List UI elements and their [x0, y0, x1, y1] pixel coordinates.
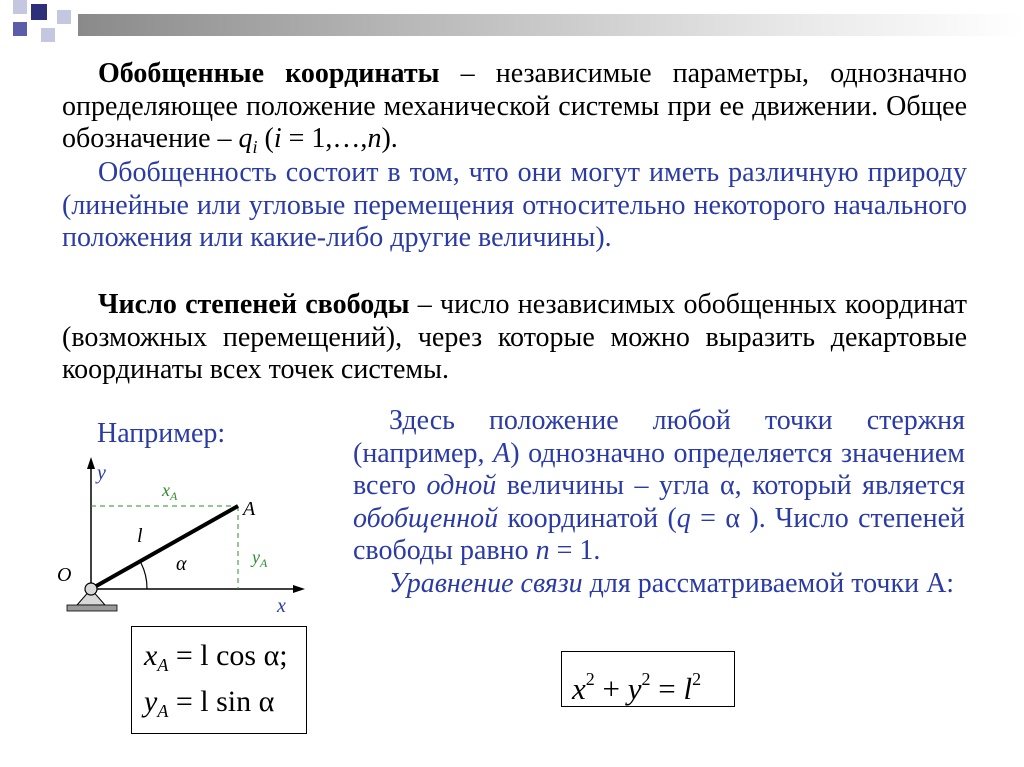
label-ya: $y_A$ — [252, 547, 268, 570]
label-alpha: α — [176, 553, 187, 575]
header-square-decoration — [57, 10, 71, 24]
definition-generalized-coordinates: Обобщенные координаты – независимые параметры, однозначно определяющее положение механической системы при ее движении. Общее обозначение – $q_i$ (i = 1,…,n). — [62, 58, 967, 157]
label-x: x — [277, 595, 286, 617]
generality-explanation: Обобщенность состоит в том, что они могут иметь различную природу (линейные или угловые перемещения относительно некоторого начального положения или какие-либо другие величины). — [62, 157, 967, 253]
term-degrees-of-freedom: Число степеней свободы — [98, 289, 410, 320]
coordinate-formulas-box — [131, 626, 307, 734]
definition-degrees-of-freedom: Число степеней свободы – число независимых обобщенных координат (возможных перемещений), через которые можно выразить декартовые координаты всех точек системы. — [62, 289, 967, 385]
header-gradient-bar — [78, 14, 1024, 36]
label-y: y — [97, 462, 106, 484]
formula-ya: $y_A = l$ sin α — [144, 685, 275, 721]
header-square-decoration — [13, 0, 27, 14]
rod — [91, 506, 238, 589]
term-constraint-equation: Уравнение связи — [389, 567, 583, 599]
label-xa: $x_A$ — [162, 480, 178, 503]
rod-diagram — [45, 455, 305, 620]
header-square-decoration — [13, 22, 27, 36]
x-axis-arrow — [293, 585, 305, 593]
angle-arc — [141, 563, 147, 589]
header-square-decoration — [31, 4, 47, 20]
term-generalized-coordinates: Обобщенные координаты — [98, 58, 440, 89]
label-length: l — [137, 525, 143, 547]
example-label: Например: — [97, 418, 226, 449]
formula-xa: $x_A = l$ cos α; — [144, 639, 288, 675]
constraint-equation-box: $x^2 + y^2 = l^2$ — [561, 651, 735, 707]
y-axis-arrow — [87, 457, 95, 469]
hinge-pin — [85, 583, 97, 595]
example-explanation: Здесь положение любой точки стержня (например, A) однозначно определяется значением всего одной величины – угла α, который является обобщенной координатой (q = α ). Число степеней свободы равно n = 1. Уравнение связи для рассматриваемой точки А: — [353, 405, 966, 599]
label-origin: O — [57, 564, 72, 586]
label-point-a: A — [243, 498, 256, 520]
header-square-decoration — [41, 28, 55, 42]
ground — [67, 605, 117, 611]
